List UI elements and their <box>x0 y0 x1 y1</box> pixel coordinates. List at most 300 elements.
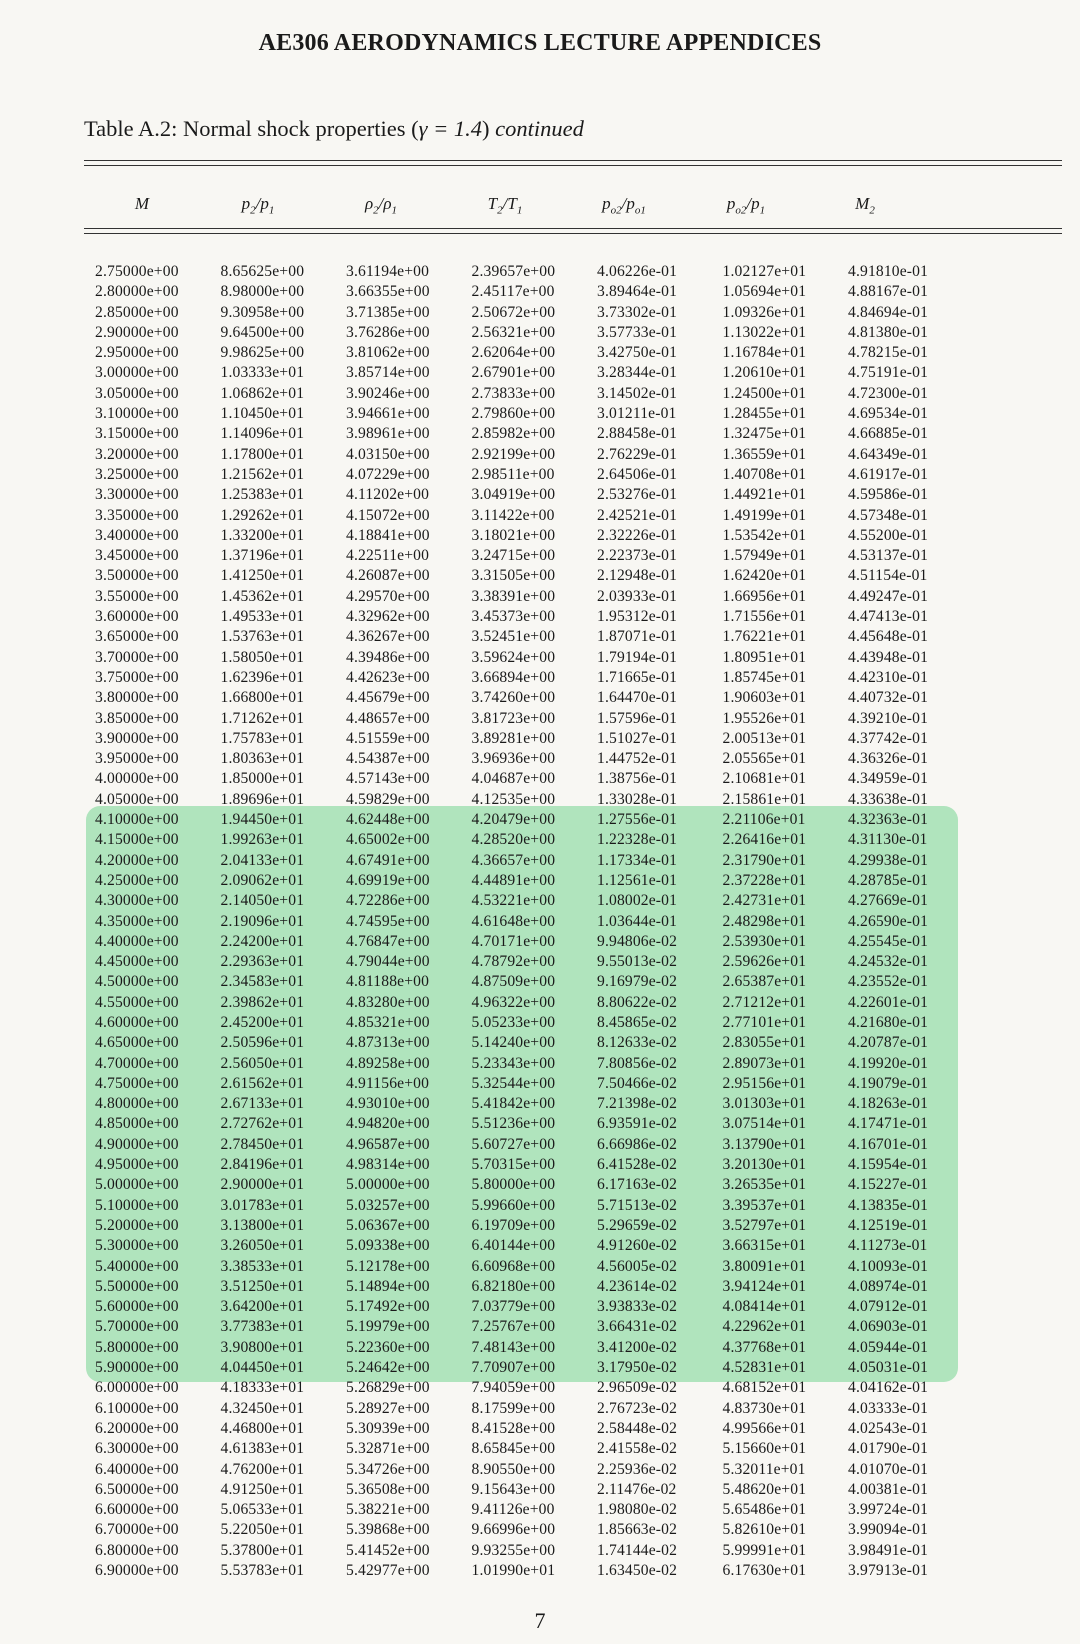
table-cell: 2.71212e+01 <box>722 993 807 1011</box>
table-cell: 3.90800e+01 <box>220 1338 305 1356</box>
table-cell: 4.62448e+00 <box>346 811 430 829</box>
table-cell: 4.06226e-01 <box>597 263 678 280</box>
table-cell: 4.87509e+00 <box>471 973 556 991</box>
table-row <box>95 566 974 586</box>
table-cell: 4.20000e+00 <box>95 851 179 869</box>
header-rule-2 <box>84 233 1062 234</box>
table-cell: 1.08002e-01 <box>597 892 678 910</box>
table-cell: 4.70000e+00 <box>95 1054 179 1072</box>
table-cell: 4.85321e+00 <box>346 1013 430 1031</box>
table-row <box>95 465 974 485</box>
table-cell: 2.15861e+01 <box>722 790 807 808</box>
table-cell: 2.05565e+01 <box>722 750 807 768</box>
table-cell: 4.45679e+00 <box>346 689 430 707</box>
table-row <box>95 851 974 871</box>
table-cell: 2.32226e-01 <box>597 526 678 544</box>
table-cell: 4.83280e+00 <box>346 993 430 1011</box>
table-cell: 4.32363e-01 <box>848 811 929 829</box>
table-cell: 8.45865e-02 <box>597 1013 678 1031</box>
table-cell: 4.95000e+00 <box>95 1156 179 1174</box>
table-cell: 3.66431e-02 <box>597 1318 678 1336</box>
table-cell: 5.80000e+00 <box>95 1338 179 1356</box>
table-cell: 1.25383e+01 <box>220 486 305 504</box>
table-cell: 5.65486e+01 <box>722 1501 807 1519</box>
table-cell: 2.61562e+01 <box>220 1074 305 1092</box>
table-cell: 5.20000e+00 <box>95 1216 179 1234</box>
table-cell: 2.65387e+01 <box>722 973 807 991</box>
table-cell: 2.39657e+00 <box>471 263 556 280</box>
table-row <box>95 282 974 302</box>
table-cell: 4.74595e+00 <box>346 912 430 930</box>
table-cell: 3.80000e+00 <box>95 689 179 707</box>
table-cell: 9.55013e-02 <box>597 953 678 971</box>
table-cell: 4.40000e+00 <box>95 932 179 950</box>
table-cell: 1.16784e+01 <box>722 344 807 362</box>
table-cell: 4.37768e+01 <box>722 1338 807 1356</box>
table-row <box>95 1236 974 1256</box>
table-cell: 4.70171e+00 <box>471 932 556 950</box>
table-cell: 5.60727e+00 <box>471 1135 556 1153</box>
table-row <box>95 384 974 404</box>
table-cell: 4.48657e+00 <box>346 709 430 727</box>
table-cell: 4.28785e-01 <box>848 871 929 889</box>
table-cell: 4.52831e+01 <box>722 1359 807 1377</box>
table-cell: 5.71513e-02 <box>597 1196 678 1214</box>
table-cell: 2.59626e+01 <box>722 953 807 971</box>
table-cell: 6.60968e+00 <box>471 1257 556 1275</box>
table-cell: 9.94806e-02 <box>597 932 678 950</box>
table-row <box>95 1135 974 1155</box>
table-cell: 4.85000e+00 <box>95 1115 179 1133</box>
table-cell: 1.57949e+01 <box>722 547 807 565</box>
table-cell: 1.98080e-02 <box>597 1501 678 1519</box>
table-cell: 7.21398e-02 <box>597 1095 678 1113</box>
column-header: $p_2/p_1$ <box>241 194 275 217</box>
table-cell: 4.42623e+00 <box>346 668 430 686</box>
table-cell: 4.24532e-01 <box>848 953 929 971</box>
table-cell: 2.42521e-01 <box>597 506 678 524</box>
table-row <box>95 830 974 850</box>
table-cell: 4.11202e+00 <box>346 486 430 504</box>
table-cell: 2.56050e+01 <box>220 1054 305 1072</box>
table-cell: 2.29363e+01 <box>220 953 305 971</box>
table-cell: 1.80951e+01 <box>722 648 807 666</box>
table-cell: 4.10093e-01 <box>848 1257 929 1275</box>
table-cell: 5.99991e+01 <box>722 1541 807 1559</box>
table-cell: 3.98961e+00 <box>346 425 430 443</box>
table-row <box>95 526 974 546</box>
table-row <box>95 363 974 383</box>
table-cell: 9.93255e+00 <box>471 1541 556 1559</box>
table-cell: 4.36267e+00 <box>346 628 430 646</box>
table-cell: 9.16979e-02 <box>597 973 678 991</box>
table-cell: 5.99660e+00 <box>471 1196 556 1214</box>
table-cell: 4.57348e-01 <box>848 506 929 524</box>
table-cell: 4.79044e+00 <box>346 953 430 971</box>
table-cell: 5.03257e+00 <box>346 1196 430 1214</box>
table-cell: 1.71665e-01 <box>597 668 678 686</box>
table-cell: 4.30000e+00 <box>95 892 179 910</box>
table-cell: 4.76200e+01 <box>220 1460 305 1478</box>
table-cell: 4.65000e+00 <box>95 1034 179 1052</box>
table-row <box>95 1257 974 1277</box>
table-row <box>95 1074 974 1094</box>
table-cell: 4.07912e-01 <box>848 1298 929 1316</box>
table-cell: 3.66894e+00 <box>471 668 556 686</box>
table-cell: 5.51236e+00 <box>471 1115 556 1133</box>
table-cell: 4.80000e+00 <box>95 1095 179 1113</box>
table-cell: 2.89073e+01 <box>722 1054 807 1072</box>
table-cell: 2.84196e+01 <box>220 1156 305 1174</box>
table-cell: 2.03933e-01 <box>597 587 678 605</box>
table-cell: 4.15000e+00 <box>95 831 179 849</box>
table-cell: 1.89696e+01 <box>220 790 305 808</box>
table-cell: 1.95312e-01 <box>597 608 678 626</box>
table-cell: 9.15643e+00 <box>471 1480 556 1498</box>
table-cell: 4.07229e+00 <box>346 465 430 483</box>
table-cell: 2.31790e+01 <box>722 851 807 869</box>
table-cell: 4.91260e-02 <box>597 1237 678 1255</box>
table-cell: 1.41250e+01 <box>220 567 305 585</box>
table-cell: 9.41126e+00 <box>471 1501 555 1519</box>
table-cell: 1.87071e-01 <box>597 628 678 646</box>
table-cell: 4.20787e-01 <box>848 1034 929 1052</box>
table-cell: 4.22962e+01 <box>722 1318 807 1336</box>
table-cell: 4.32450e+01 <box>220 1399 305 1417</box>
table-row <box>95 1155 974 1175</box>
table-cell: 3.89281e+00 <box>471 729 556 747</box>
table-cell: 4.18841e+00 <box>346 526 430 544</box>
table-cell: 1.20610e+01 <box>722 364 807 382</box>
table-cell: 2.67901e+00 <box>471 364 556 382</box>
table-cell: 4.12535e+00 <box>471 790 556 808</box>
table-cell: 3.96936e+00 <box>471 750 556 768</box>
table-cell: 6.40144e+00 <box>471 1237 556 1255</box>
table-cell: 2.24200e+01 <box>220 932 305 950</box>
table-cell: 1.49199e+01 <box>722 506 807 524</box>
table-cell: 5.06533e+01 <box>220 1501 305 1519</box>
table-row <box>95 1480 974 1500</box>
table-cell: 3.31505e+00 <box>471 567 556 585</box>
table-row <box>95 1317 974 1337</box>
table-cell: 3.35000e+00 <box>95 506 179 524</box>
table-cell: 4.51154e-01 <box>848 567 928 585</box>
table-cell: 4.78215e-01 <box>848 344 929 362</box>
table-cell: 4.01070e-01 <box>848 1460 929 1478</box>
table-cell: 1.58050e+01 <box>220 648 305 666</box>
table-cell: 4.96587e+00 <box>346 1135 430 1153</box>
table-cell: 1.21562e+01 <box>220 465 305 483</box>
table-cell: 5.39868e+00 <box>346 1521 430 1539</box>
table-cell: 1.33200e+01 <box>220 526 305 544</box>
table-cell: 6.17630e+01 <box>722 1562 807 1579</box>
table-cell: 4.29938e-01 <box>848 851 929 869</box>
table-row <box>95 972 974 992</box>
table-cell: 4.99566e+01 <box>722 1419 807 1437</box>
table-cell: 1.62420e+01 <box>722 567 807 585</box>
table-cell: 4.39210e-01 <box>848 709 929 727</box>
table-cell: 4.64349e-01 <box>848 445 929 463</box>
table-cell: 5.70315e+00 <box>471 1156 556 1174</box>
table-cell: 1.85000e+01 <box>220 770 305 788</box>
table-row <box>95 1399 974 1419</box>
table-row <box>95 424 974 444</box>
table-cell: 2.34583e+01 <box>220 973 305 991</box>
table-cell: 7.25767e+00 <box>471 1318 556 1336</box>
table-cell: 3.52797e+01 <box>722 1216 807 1234</box>
table-cell: 3.38533e+01 <box>220 1257 305 1275</box>
table-cell: 1.90603e+01 <box>722 689 807 707</box>
table-cell: 3.07514e+01 <box>722 1115 807 1133</box>
table-cell: 2.98511e+00 <box>471 465 555 483</box>
table-cell: 2.78450e+01 <box>220 1135 305 1153</box>
table-cell: 2.21106e+01 <box>722 811 806 829</box>
table-row <box>95 262 974 282</box>
table-cell: 3.57733e-01 <box>597 323 678 341</box>
table-cell: 3.17950e-02 <box>597 1359 678 1377</box>
table-cell: 4.91156e+00 <box>346 1074 430 1092</box>
table-cell: 4.25000e+00 <box>95 871 179 889</box>
table-cell: 1.80363e+01 <box>220 750 305 768</box>
table-cell: 2.85982e+00 <box>471 425 556 443</box>
table-row <box>95 1054 974 1074</box>
table-cell: 5.14240e+00 <box>471 1034 556 1052</box>
table-cell: 9.64500e+00 <box>220 323 305 341</box>
table-cell: 1.85663e-02 <box>597 1521 678 1539</box>
table-cell: 2.39862e+01 <box>220 993 305 1011</box>
table-cell: 4.03150e+00 <box>346 445 430 463</box>
table-cell: 3.26535e+01 <box>722 1176 807 1194</box>
table-cell: 2.50596e+01 <box>220 1034 305 1052</box>
table-cell: 3.64200e+01 <box>220 1298 305 1316</box>
table-cell: 4.43948e-01 <box>848 648 929 666</box>
table-cell: 3.51250e+01 <box>220 1277 305 1295</box>
table-row <box>95 323 974 343</box>
table-cell: 4.55000e+00 <box>95 993 179 1011</box>
table-cell: 4.00000e+00 <box>95 770 179 788</box>
table-row <box>95 709 974 729</box>
table-row <box>95 546 974 566</box>
table-cell: 3.85714e+00 <box>346 364 430 382</box>
table-row <box>95 952 974 972</box>
caption-continued: continued <box>495 116 584 141</box>
table-cell: 5.41452e+00 <box>346 1541 430 1559</box>
table-cell: 4.05000e+00 <box>95 790 179 808</box>
table-cell: 3.81062e+00 <box>346 344 430 362</box>
table-cell: 4.34959e-01 <box>848 770 929 788</box>
table-row <box>95 993 974 1013</box>
table-cell: 2.09062e+01 <box>220 871 305 889</box>
table-row <box>95 871 974 891</box>
table-cell: 3.66355e+00 <box>346 283 430 301</box>
table-cell: 2.76723e-02 <box>597 1399 678 1417</box>
table-cell: 6.40000e+00 <box>95 1460 179 1478</box>
table-cell: 3.70000e+00 <box>95 648 179 666</box>
table-cell: 2.19096e+01 <box>220 912 305 930</box>
table-cell: 3.94661e+00 <box>346 405 430 423</box>
table-cell: 4.00381e-01 <box>848 1480 929 1498</box>
table-cell: 3.98491e-01 <box>848 1541 929 1559</box>
table-cell: 1.44921e+01 <box>722 486 807 504</box>
table-cell: 5.24642e+00 <box>346 1359 430 1377</box>
table-cell: 2.58448e-02 <box>597 1419 678 1437</box>
table-cell: 4.55200e-01 <box>848 526 929 544</box>
table-cell: 4.83730e+01 <box>722 1399 807 1417</box>
table-cell: 4.94820e+00 <box>346 1115 430 1133</box>
table-cell: 2.95000e+00 <box>95 344 179 362</box>
page-header: AE306 AERODYNAMICS LECTURE APPENDICES <box>258 30 822 56</box>
table-cell: 5.36508e+00 <box>346 1480 430 1498</box>
table-cell: 1.51027e-01 <box>597 729 678 747</box>
table-row <box>95 1358 974 1378</box>
table-cell: 3.24715e+00 <box>471 547 556 565</box>
table-cell: 6.00000e+00 <box>95 1379 179 1397</box>
table-cell: 4.47413e-01 <box>848 608 929 626</box>
table-cell: 1.03333e+01 <box>220 364 305 382</box>
table-cell: 1.45362e+01 <box>220 587 305 605</box>
table-cell: 4.49247e-01 <box>848 587 929 605</box>
table-cell: 4.19920e-01 <box>848 1054 929 1072</box>
table-cell: 3.14502e-01 <box>597 384 678 402</box>
table-cell: 4.93010e+00 <box>346 1095 430 1113</box>
table-cell: 4.28520e+00 <box>471 831 556 849</box>
table-cell: 1.94450e+01 <box>220 811 305 829</box>
table-cell: 2.12948e-01 <box>597 567 678 585</box>
table-cell: 2.11476e-02 <box>597 1480 677 1498</box>
table-cell: 5.06367e+00 <box>346 1216 430 1234</box>
table-cell: 4.04450e+01 <box>220 1359 305 1377</box>
table-cell: 4.81188e+00 <box>346 973 430 991</box>
table-cell: 4.60000e+00 <box>95 1013 179 1031</box>
table-cell: 4.32962e+00 <box>346 608 430 626</box>
table-cell: 3.60000e+00 <box>95 608 179 626</box>
table-cell: 2.56321e+00 <box>471 323 556 341</box>
table-cell: 2.37228e+01 <box>722 871 807 889</box>
table-row <box>95 648 974 668</box>
table-cell: 4.45000e+00 <box>95 953 179 971</box>
table-cell: 4.59829e+00 <box>346 790 430 808</box>
table-cell: 4.21680e-01 <box>848 1013 929 1031</box>
table-cell: 1.36559e+01 <box>722 445 807 463</box>
table-cell: 5.10000e+00 <box>95 1196 179 1214</box>
table-row <box>95 1033 974 1053</box>
table-cell: 4.37742e-01 <box>848 729 929 747</box>
table-cell: 3.71385e+00 <box>346 303 430 321</box>
table-row <box>95 1520 974 1540</box>
table-cell: 5.82610e+01 <box>722 1521 807 1539</box>
table-cell: 4.88167e-01 <box>848 283 929 301</box>
table-row <box>95 343 974 363</box>
table-cell: 3.01303e+01 <box>722 1095 807 1113</box>
table-cell: 3.76286e+00 <box>346 323 430 341</box>
table-cell: 4.53137e-01 <box>848 547 929 565</box>
table-cell: 1.40708e+01 <box>722 465 807 483</box>
table-row <box>95 1175 974 1195</box>
table-cell: 1.74144e-02 <box>597 1541 678 1559</box>
table-cell: 3.74260e+00 <box>471 689 556 707</box>
table-cell: 1.06862e+01 <box>220 384 305 402</box>
table-cell: 4.61383e+01 <box>220 1440 305 1458</box>
table-cell: 3.90246e+00 <box>346 384 430 402</box>
top-rule-1 <box>84 160 1062 161</box>
table-cell: 4.50000e+00 <box>95 973 179 991</box>
table-cell: 6.82180e+00 <box>471 1277 556 1295</box>
table-cell: 6.17163e-02 <box>597 1176 678 1194</box>
table-cell: 5.90000e+00 <box>95 1359 179 1377</box>
table-cell: 4.72300e-01 <box>848 384 929 402</box>
table-row <box>95 790 974 810</box>
table-cell: 1.57596e-01 <box>597 709 678 727</box>
table-cell: 3.90000e+00 <box>95 729 179 747</box>
table-cell: 1.24500e+01 <box>722 384 807 402</box>
table-cell: 8.90550e+00 <box>471 1460 556 1478</box>
table-cell: 2.45200e+01 <box>220 1013 305 1031</box>
table-cell: 5.15660e+01 <box>722 1440 807 1458</box>
table-cell: 1.33028e-01 <box>597 790 678 808</box>
table-cell: 5.12178e+00 <box>346 1257 430 1275</box>
table-cell: 4.17471e-01 <box>848 1115 929 1133</box>
table-cell: 4.67491e+00 <box>346 851 430 869</box>
table-cell: 2.83055e+01 <box>722 1034 807 1052</box>
table-cell: 5.00000e+00 <box>95 1176 179 1194</box>
table-cell: 3.41200e-02 <box>597 1338 678 1356</box>
table-cell: 3.11422e+00 <box>471 506 555 524</box>
table-cell: 2.53930e+01 <box>722 932 807 950</box>
table-cell: 4.36326e-01 <box>848 750 929 768</box>
table-row <box>95 1541 974 1561</box>
table-cell: 2.88458e-01 <box>597 425 678 443</box>
table-cell: 2.26416e+01 <box>722 831 807 849</box>
table-row <box>95 1500 974 1520</box>
table-cell: 6.10000e+00 <box>95 1399 179 1417</box>
table-cell: 3.20000e+00 <box>95 445 179 463</box>
table-cell: 4.25545e-01 <box>848 932 929 950</box>
table-cell: 4.65002e+00 <box>346 831 430 849</box>
table-cell: 2.72762e+01 <box>220 1115 305 1133</box>
table-cell: 3.40000e+00 <box>95 526 179 544</box>
table-cell: 5.05233e+00 <box>471 1013 556 1031</box>
table-cell: 1.38756e-01 <box>597 770 678 788</box>
table-cell: 4.04162e-01 <box>848 1379 929 1397</box>
table-cell: 4.12519e-01 <box>848 1216 929 1234</box>
table-cell: 4.29570e+00 <box>346 587 430 605</box>
table-cell: 5.34726e+00 <box>346 1460 430 1478</box>
table-cell: 5.32871e+00 <box>346 1440 430 1458</box>
table-cell: 4.54387e+00 <box>346 750 430 768</box>
column-header: $M_2$ <box>855 194 875 217</box>
table-cell: 3.61194e+00 <box>346 263 430 280</box>
table-cell: 2.00513e+01 <box>722 729 807 747</box>
table-cell: 5.41842e+00 <box>471 1095 556 1113</box>
table-row <box>95 749 974 769</box>
table-cell: 4.91810e-01 <box>848 263 929 280</box>
table-row <box>95 627 974 647</box>
table-cell: 4.75191e-01 <box>848 364 929 382</box>
table-cell: 4.96322e+00 <box>471 993 556 1011</box>
table-cell: 1.13022e+01 <box>722 323 807 341</box>
table-cell: 8.65845e+00 <box>471 1440 556 1458</box>
table-cell: 5.32544e+00 <box>471 1074 556 1092</box>
table-cell: 2.67133e+01 <box>220 1095 305 1113</box>
table-cell: 6.60000e+00 <box>95 1501 179 1519</box>
table-cell: 2.76229e-01 <box>597 445 678 463</box>
table-cell: 3.97913e-01 <box>848 1562 929 1579</box>
table-row <box>95 1114 974 1134</box>
table-cell: 3.30000e+00 <box>95 486 179 504</box>
caption-close: ) <box>482 116 490 141</box>
table-cell: 2.04133e+01 <box>220 851 305 869</box>
table-cell: 4.61917e-01 <box>848 465 929 483</box>
